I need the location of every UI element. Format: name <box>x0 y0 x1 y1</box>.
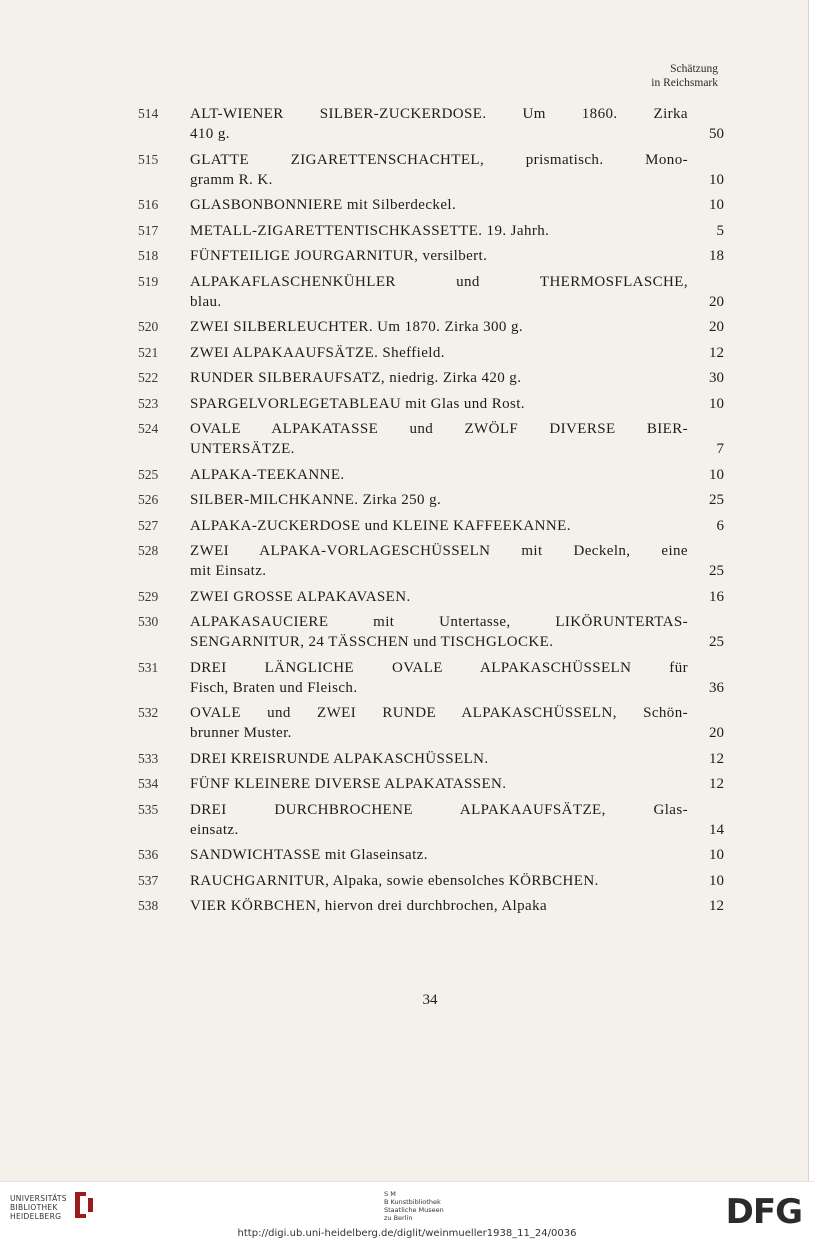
catalog-entry <box>138 774 728 794</box>
lot-description-continued: SENGARNITUR, 24 TÄSSCHEN und TISCHGLOCKE. <box>190 634 554 650</box>
lot-estimate: 10 <box>709 395 724 412</box>
catalog-entry <box>138 896 728 916</box>
catalog-entry <box>138 465 728 485</box>
lot-description: RUNDER SILBERAUFSATZ, niedrig. Zirka 420 g. <box>190 370 522 386</box>
catalog-entry <box>138 871 728 891</box>
catalog-entry <box>138 516 728 536</box>
catalog-entry <box>138 490 728 510</box>
lot-description: DREI LÄNGLICHE OVALE ALPAKASCHÜSSELN für <box>190 659 688 676</box>
smb-line-3: Staatliche Museen <box>384 1206 444 1214</box>
lot-estimate: 25 <box>709 634 724 650</box>
lot-description: ALPAKA-TEEKANNE. <box>190 466 345 483</box>
lot-number: 521 <box>138 344 159 360</box>
catalog-entry <box>138 343 728 363</box>
lot-number: 530 <box>138 614 159 629</box>
smb-line-4: zu Berlin <box>384 1214 413 1222</box>
lot-number: 527 <box>138 517 159 533</box>
lot-estimate: 20 <box>709 725 724 741</box>
header-line-1: Schätzung <box>670 63 718 75</box>
lot-estimate: 36 <box>709 679 724 696</box>
lot-description: GLATTE ZIGARETTENSCHACHTEL, prismatisch. Mono- <box>190 151 688 168</box>
lot-number: 533 <box>138 750 159 766</box>
lot-description-continued: mit Einsatz. <box>190 563 267 579</box>
lot-estimate: 10 <box>709 171 724 188</box>
lot-estimate: 10 <box>709 466 724 483</box>
lot-description: SPARGELVORLEGETABLEAU mit Glas und Rost. <box>190 395 525 412</box>
lot-description: DREI KREISRUNDE ALPAKASCHÜSSELN. <box>190 750 489 767</box>
lot-description-continued: brunner Muster. <box>190 725 292 741</box>
lot-description: ALPAKA-ZUCKERDOSE und KLEINE KAFFEEKANNE. <box>190 517 571 534</box>
lot-estimate: 12 <box>709 776 724 792</box>
university-line-1: UNIVERSITÄTS <box>10 1194 67 1203</box>
lot-description-continued: blau. <box>190 293 222 310</box>
lot-estimate: 12 <box>709 750 724 767</box>
lot-estimate: 12 <box>709 898 724 914</box>
catalog-entry <box>138 749 728 769</box>
lot-estimate: 16 <box>709 588 724 605</box>
catalog-entry <box>138 612 728 652</box>
lot-number: 517 <box>138 222 159 238</box>
lot-description-continued: gramm R. K. <box>190 171 273 188</box>
lot-description: SILBER-MILCHKANNE. Zirka 250 g. <box>190 492 442 508</box>
lot-estimate: 7 <box>716 441 724 457</box>
lot-description-continued: UNTERSÄTZE. <box>190 441 295 457</box>
smb-line-1: S M <box>384 1190 396 1198</box>
catalog-entry <box>138 800 728 840</box>
catalog-entry <box>138 658 728 698</box>
lot-description: FÜNF KLEINERE DIVERSE ALPAKATASSEN. <box>190 776 507 792</box>
university-line-3: HEIDELBERG <box>10 1212 62 1221</box>
lot-estimate: 25 <box>709 492 724 508</box>
lot-estimate: 25 <box>709 563 724 579</box>
lot-description: ALPAKASAUCIERE mit Untertasse, LIKÖRUNTERTAS- <box>190 614 688 630</box>
catalog-entry <box>138 845 728 865</box>
dfg-logo[interactable]: DFG <box>725 1192 802 1232</box>
lot-description: DREI DURCHBROCHENE ALPAKAAUFSÄTZE, Glas- <box>190 801 688 818</box>
lot-number: 520 <box>138 319 159 334</box>
lot-number: 514 <box>138 106 159 121</box>
catalog-entry <box>138 368 728 388</box>
lot-number: 535 <box>138 801 159 817</box>
lot-number: 516 <box>138 197 159 212</box>
lot-estimate: 20 <box>709 319 724 335</box>
catalog-entry <box>138 104 728 144</box>
lot-description: OVALE und ZWEI RUNDE ALPAKASCHÜSSELN, Schön- <box>190 705 688 721</box>
lot-estimate: 10 <box>709 847 724 863</box>
lot-description-continued: 410 g. <box>190 126 230 142</box>
lot-description: ALT-WIENER SILBER-ZUCKERDOSE. Um 1860. Zirka <box>190 106 688 122</box>
page-number: 34 <box>422 992 438 1008</box>
lot-description: VIER KÖRBCHEN, hiervon drei durchbrochen, Alpaka <box>190 898 548 914</box>
lot-description: RAUCHGARNITUR, Alpaka, sowie ebensolches KÖRBCHEN. <box>190 872 599 889</box>
lot-number: 525 <box>138 466 159 482</box>
lot-number: 519 <box>138 273 159 289</box>
catalog-entry <box>138 150 728 190</box>
lot-number: 532 <box>138 705 159 720</box>
lot-number: 518 <box>138 248 159 263</box>
catalog-entry <box>138 272 728 312</box>
footer <box>0 1181 814 1242</box>
lot-description: ZWEI ALPAKAAUFSÄTZE. Sheffield. <box>190 344 445 361</box>
entry-list <box>138 104 728 922</box>
lot-description-continued: einsatz. <box>190 821 239 838</box>
lot-description: ALPAKAFLASCHENKÜHLER und THERMOSFLASCHE, <box>190 273 688 290</box>
lot-description: ZWEI GROSSE ALPAKAVASEN. <box>190 588 411 605</box>
lot-number: 534 <box>138 776 159 791</box>
lot-estimate: 12 <box>709 344 724 361</box>
lot-estimate: 14 <box>709 821 724 838</box>
lot-estimate: 10 <box>709 872 724 889</box>
lot-number: 536 <box>138 847 159 862</box>
university-line-2: BIBLIOTHEK <box>10 1203 58 1212</box>
lot-description: FÜNFTEILIGE JOURGARNITUR, versilbert. <box>190 248 488 264</box>
lot-estimate: 10 <box>709 197 724 213</box>
lot-estimate: 6 <box>716 517 724 534</box>
lot-description: SANDWICHTASSE mit Glaseinsatz. <box>190 847 428 863</box>
lot-number: 531 <box>138 659 159 675</box>
lot-number: 538 <box>138 898 159 913</box>
lot-description: METALL-ZIGARETTENTISCHKASSETTE. 19. Jahrh. <box>190 222 550 239</box>
smb-line-2: B Kunstbibliothek <box>384 1198 441 1206</box>
catalog-entry <box>138 419 728 459</box>
lot-description-continued: Fisch, Braten und Fleisch. <box>190 679 358 696</box>
lot-number: 528 <box>138 543 159 558</box>
lot-estimate: 20 <box>709 293 724 310</box>
catalog-entry <box>138 541 728 581</box>
lot-estimate: 18 <box>709 248 724 264</box>
lot-estimate: 5 <box>716 222 724 239</box>
lot-description: ZWEI ALPAKA-VORLAGESCHÜSSELN mit Deckeln, eine <box>190 543 688 559</box>
catalog-entry <box>138 587 728 607</box>
university-emblem-icon <box>72 1190 96 1220</box>
catalog-entry <box>138 394 728 414</box>
catalog-entry <box>138 317 728 337</box>
lot-number: 524 <box>138 421 159 436</box>
lot-number: 523 <box>138 395 159 411</box>
lot-number: 526 <box>138 492 159 507</box>
lot-description: ZWEI SILBERLEUCHTER. Um 1870. Zirka 300 g. <box>190 319 524 335</box>
lot-number: 529 <box>138 588 159 604</box>
lot-description: OVALE ALPAKATASSE und ZWÖLF DIVERSE BIER- <box>190 421 688 437</box>
lot-number: 537 <box>138 872 159 888</box>
catalog-entry <box>138 703 728 743</box>
lot-description: GLASBONBONNIERE mit Silberdeckel. <box>190 197 457 213</box>
catalog-entry <box>138 195 728 215</box>
lot-estimate: 50 <box>709 126 724 142</box>
lot-number: 515 <box>138 151 159 167</box>
catalog-entry <box>138 221 728 241</box>
catalog-entry <box>138 246 728 266</box>
header-line-2: in Reichsmark <box>651 77 718 89</box>
lot-estimate: 30 <box>709 370 724 386</box>
university-library-logo[interactable] <box>10 1194 67 1221</box>
column-header <box>651 62 718 90</box>
smb-logo[interactable] <box>384 1190 444 1222</box>
lot-number: 522 <box>138 370 159 385</box>
source-url-link[interactable]: http://digi.ub.uni-heidelberg.de/diglit/weinmueller1938_11_24/0036 <box>237 1228 577 1239</box>
